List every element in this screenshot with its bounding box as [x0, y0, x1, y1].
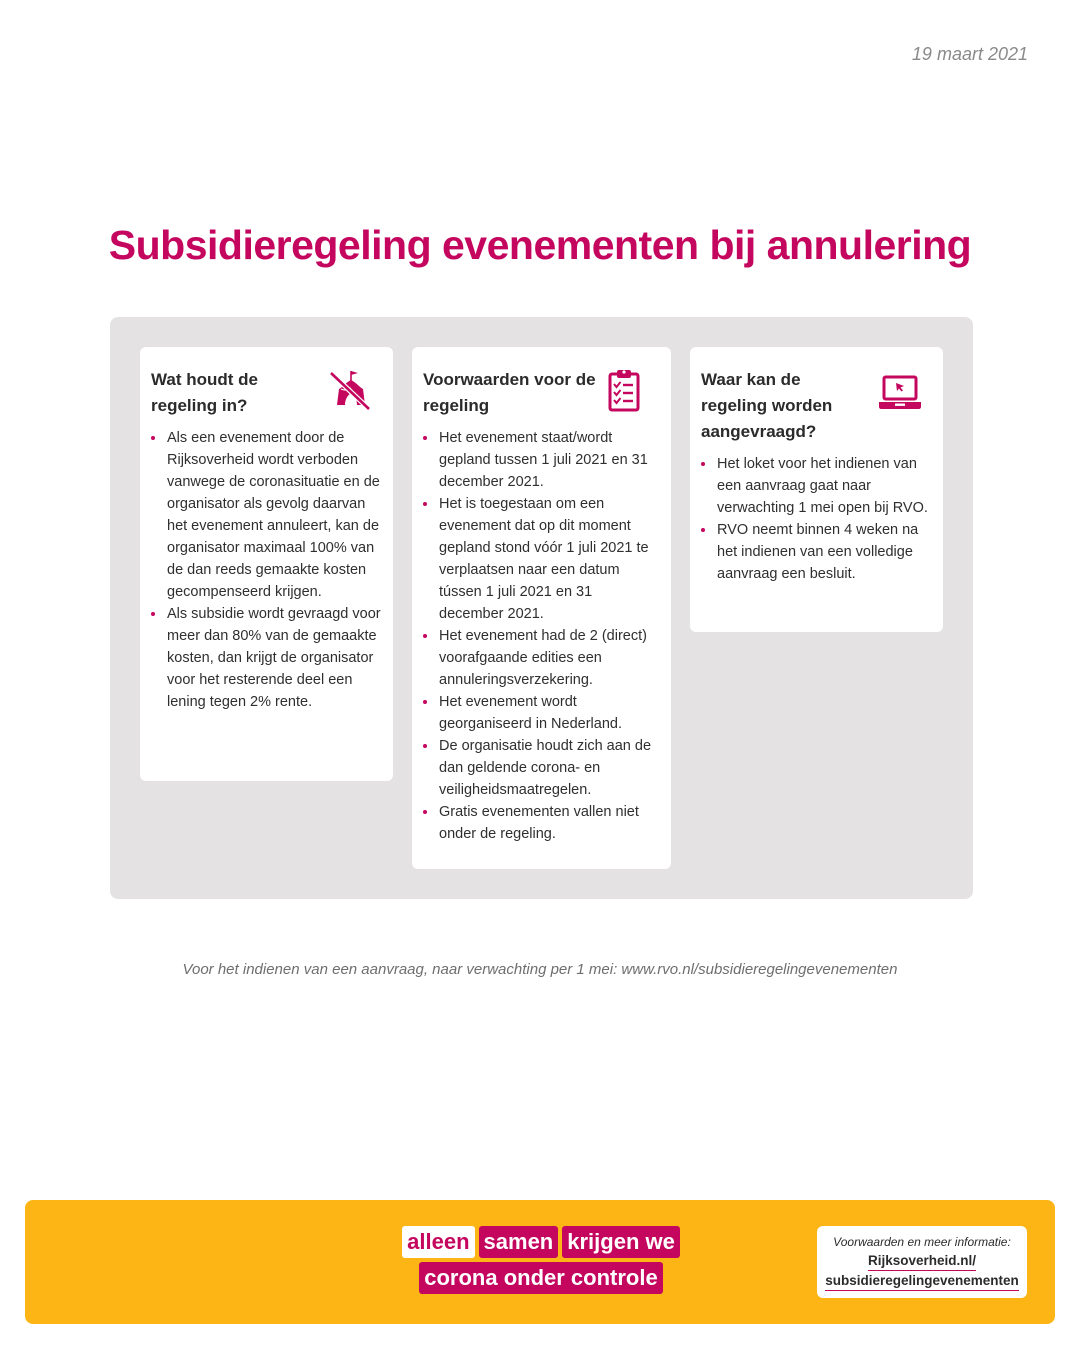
card-title: Waar kan de regeling worden aangevraagd?	[701, 370, 833, 441]
bullet-icon	[151, 612, 155, 616]
clipboard-checklist-icon	[601, 367, 647, 413]
list-item: De organisatie houdt zich aan de dan geldende corona- en veiligheidsmaatregelen.	[423, 735, 659, 801]
slogan-row	[396, 1262, 686, 1294]
card-what-is-it	[140, 347, 393, 781]
page-title: Subsidieregeling evenementen bij annulering	[108, 222, 972, 268]
bullet-icon	[423, 700, 427, 704]
slogan-word: alleen	[402, 1226, 474, 1258]
card-header	[701, 367, 931, 445]
slogan-word: corona onder controle	[419, 1262, 662, 1294]
bullet-icon	[423, 502, 427, 506]
list-item: Gratis evenementen vallen niet onder de regeling.	[423, 801, 659, 845]
bullet-list	[701, 453, 931, 585]
slogan-row	[396, 1226, 686, 1258]
info-link-domain[interactable]: Rijksoverheid.nl/	[868, 1251, 976, 1271]
list-item: Het evenement wordt georganiseerd in Nederland.	[423, 691, 659, 735]
card-where-to-apply	[690, 347, 943, 632]
list-item: Het is toegestaan om een evenement dat op dit moment gepland stond vóór 1 juli 2021 te verplaatsen naar een datum tússen 1 juli 2021 en 31 december 2021.	[423, 493, 659, 625]
bullet-icon	[423, 634, 427, 638]
cancelled-event-tent-icon	[327, 367, 373, 413]
bullet-icon	[151, 436, 155, 440]
bullet-list	[423, 427, 659, 845]
info-box	[817, 1226, 1027, 1298]
bullet-icon	[423, 436, 427, 440]
bullet-icon	[701, 462, 705, 466]
card-header	[151, 367, 381, 419]
bullet-list	[151, 427, 381, 713]
list-item: Als een evenement door de Rijksoverheid wordt verboden vanwege de coronasituatie en de organisator als gevolg daarvan het evenement annuleert, kan de organisator maximaal 100% van de dan reeds gemaakte kosten gecompenseerd krijgen.	[151, 427, 381, 603]
bullet-icon	[423, 810, 427, 814]
campaign-slogan	[396, 1226, 686, 1298]
card-conditions	[412, 347, 671, 869]
list-item: Het evenement staat/wordt gepland tussen 1 juli 2021 en 31 december 2021.	[423, 427, 659, 493]
bullet-icon	[701, 528, 705, 532]
list-item: Als subsidie wordt gevraagd voor meer dan 80% van de gemaakte kosten, dan krijgt de organisator voor het resterende deel een lening tegen 2% rente.	[151, 603, 381, 713]
slogan-word: samen	[479, 1226, 559, 1258]
bullet-icon	[423, 744, 427, 748]
slogan-word: krijgen we	[562, 1226, 680, 1258]
card-header	[423, 367, 659, 419]
footer-note: Voor het indienen van een aanvraag, naar verwachting per 1 mei: www.rvo.nl/subsidieregelingevenementen	[182, 961, 898, 978]
laptop-icon	[877, 371, 923, 417]
date-label: 19 maart 2021	[911, 44, 1028, 64]
list-item: Het evenement had de 2 (direct) voorafgaande edities een annuleringsverzekering.	[423, 625, 659, 691]
list-item: RVO neemt binnen 4 weken na het indienen van een volledige aanvraag een besluit.	[701, 519, 931, 585]
info-link-path[interactable]: subsidieregelingevenementen	[825, 1271, 1019, 1291]
card-title: Wat houdt de regeling in?	[151, 370, 259, 415]
list-item: Het loket voor het indienen van een aanvraag gaat naar verwachting 1 mei open bij RVO.	[701, 453, 931, 519]
info-label: Voorwaarden en meer informatie:	[833, 1235, 1011, 1249]
card-title: Voorwaarden voor de regeling	[423, 370, 596, 415]
